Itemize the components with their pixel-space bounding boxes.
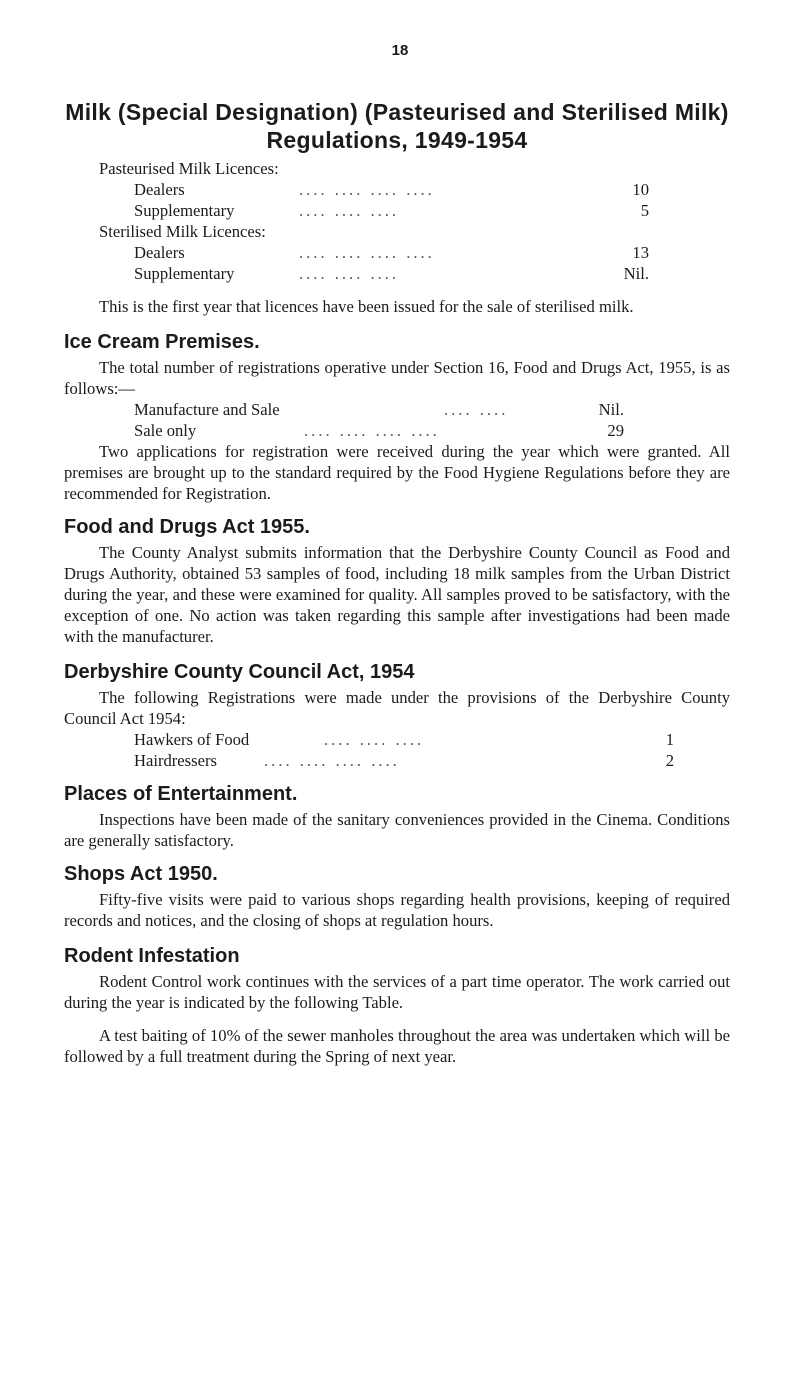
item-value: 10 xyxy=(632,180,649,199)
shops-heading: Shops Act 1950. xyxy=(64,863,218,885)
item-label: Manufacture and Sale xyxy=(134,400,280,419)
list-item xyxy=(64,242,730,263)
food-drugs-text: The County Analyst submits information that the Derbyshire County Council as Food and Drugs Authority, obtained 53 samples of food, including 18 milk samples from the Urban District during the year, and these were examined for quality. All samples proved to be satisfactory, with the exception of one. No action was taken regarding this sample after investigations had been made with the manufacturer. xyxy=(64,543,730,646)
item-label: Supplementary xyxy=(134,201,235,220)
shops-text: Fifty-five visits were paid to various shops regarding health provisions, keeping of required records and notices, and the closing of shops at regulation hours. xyxy=(64,890,730,930)
ice-cream-text: Two applications for registration were received during the year which were granted. All premises are brought up to the standard required by the Food Hygiene Regulations before they are recommended for Registration. xyxy=(64,442,730,503)
document-title: Milk (Special Designation) (Pasteurised and Sterilised Milk) Regulations, 1949-1954 xyxy=(65,99,729,153)
item-value: 1 xyxy=(665,730,674,749)
leader-dots: .... .... .... .... xyxy=(299,243,435,262)
leader-dots: .... .... xyxy=(444,400,509,419)
licences-note: This is the first year that licences have been issued for the sale of sterilised milk. xyxy=(99,297,634,316)
item-value: Nil. xyxy=(623,264,649,283)
rodent-text-1: Rodent Control work continues with the services of a part time operator. The work carried out during the year is indicated by the following Table. xyxy=(64,972,730,1012)
licences-list xyxy=(64,158,730,284)
item-label: Hairdressers xyxy=(134,751,217,770)
leader-dots: .... .... .... .... xyxy=(264,751,400,770)
leader-dots: .... .... .... xyxy=(324,730,425,749)
item-value: 13 xyxy=(632,243,649,262)
ice-cream-heading: Ice Cream Premises. xyxy=(64,331,260,353)
derbyshire-heading: Derbyshire County Council Act, 1954 xyxy=(64,661,415,683)
item-value: 29 xyxy=(607,421,624,440)
list-item xyxy=(64,263,730,284)
item-label: Supplementary xyxy=(134,264,235,283)
leader-dots: .... .... .... .... xyxy=(304,421,440,440)
pasteurised-heading: Pasteurised Milk Licences: xyxy=(99,159,279,178)
item-label: Sale only xyxy=(134,421,197,440)
leader-dots: .... .... .... .... xyxy=(299,180,435,199)
leader-dots: .... .... .... xyxy=(299,201,400,220)
derbyshire-intro: The following Registrations were made under the provisions of the Derbyshire County Council Act 1954: xyxy=(64,688,730,728)
list-item xyxy=(64,200,730,221)
sterilised-heading: Sterilised Milk Licences: xyxy=(99,222,266,241)
list-item xyxy=(64,750,730,771)
ice-cream-intro: The total number of registrations operative under Section 16, Food and Drugs Act, 1955, is as follows:— xyxy=(64,358,730,398)
food-drugs-heading: Food and Drugs Act 1955. xyxy=(64,516,310,538)
rodent-text-2: A test baiting of 10% of the sewer manholes throughout the area was undertaken which will be followed by a full treatment during the Spring of next year. xyxy=(64,1026,730,1066)
list-item xyxy=(64,729,730,750)
entertainment-text: Inspections have been made of the sanitary conveniences provided in the Cinema. Conditions are generally satisfactory. xyxy=(64,810,730,850)
list-item xyxy=(64,399,730,420)
rodent-heading: Rodent Infestation xyxy=(64,945,240,967)
list-item xyxy=(64,179,730,200)
item-value: 5 xyxy=(640,201,649,220)
leader-dots: .... .... .... xyxy=(299,264,400,283)
item-value: 2 xyxy=(665,751,674,770)
item-value: Nil. xyxy=(598,400,624,419)
page-number: 18 xyxy=(391,42,409,59)
item-label: Dealers xyxy=(134,243,185,262)
entertainment-heading: Places of Entertainment. xyxy=(64,783,298,805)
item-label: Hawkers of Food xyxy=(134,730,250,749)
list-item xyxy=(64,420,730,441)
item-label: Dealers xyxy=(134,180,185,199)
page-content xyxy=(64,98,730,1067)
